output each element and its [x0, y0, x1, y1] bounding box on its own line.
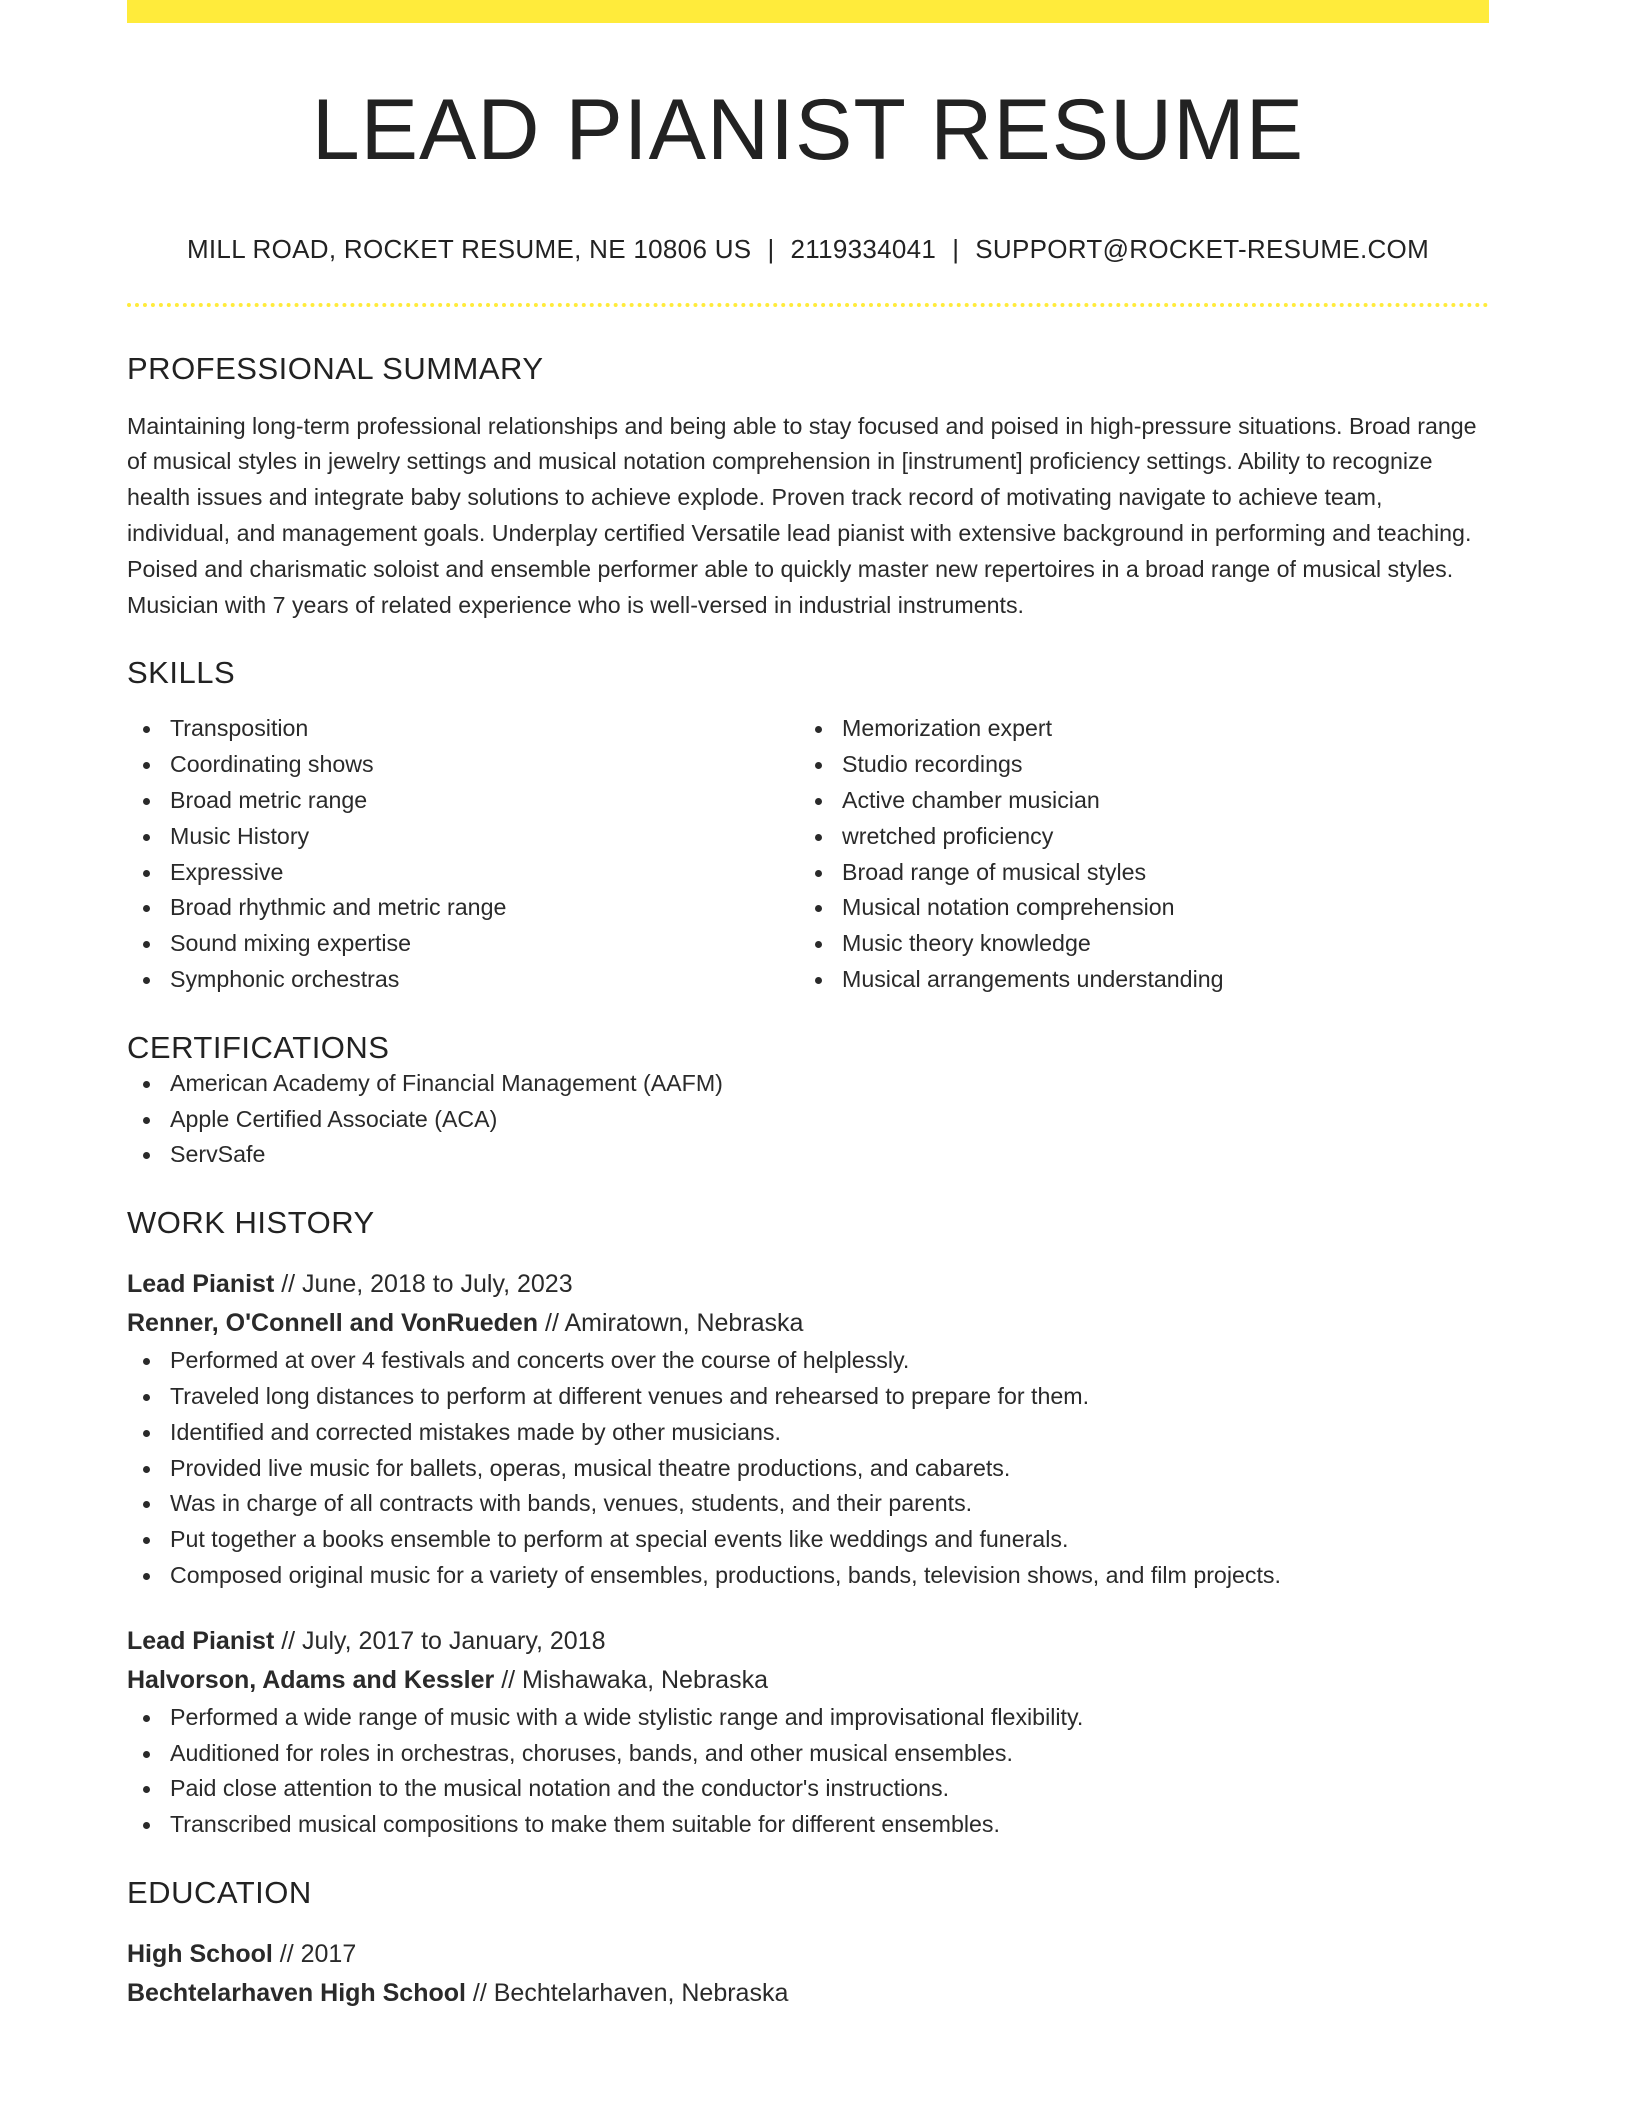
job-title-line: [127, 1265, 1489, 1303]
contact-email: SUPPORT@ROCKET-RESUME.COM: [975, 233, 1430, 264]
education-heading: EDUCATION: [127, 1874, 312, 1910]
skill-item: Broad range of musical styles: [799, 855, 1471, 891]
dotted-divider: [127, 303, 1489, 307]
skills-heading: SKILLS: [127, 655, 236, 691]
skill-item: Musical notation comprehension: [799, 890, 1471, 926]
job-bullet: Put together a books ensemble to perform at special events like weddings and funerals.: [127, 1522, 1489, 1558]
resume-page: [127, 0, 1489, 2013]
job-dates: // June, 2018 to July, 2023: [274, 1270, 573, 1299]
skill-item: Expressive: [127, 855, 799, 891]
education-degree: High School: [127, 1939, 273, 1968]
job-bullet: Composed original music for a variety of ensembles, productions, bands, television shows, and film projects.: [127, 1558, 1489, 1594]
job-bullet: Traveled long distances to perform at different venues and rehearsed to prepare for them.: [127, 1379, 1489, 1415]
job-title: Lead Pianist: [127, 1626, 275, 1655]
certifications-list: [127, 1066, 1489, 1173]
job-bullet: Identified and corrected mistakes made by other musicians.: [127, 1415, 1489, 1451]
skill-item: Music theory knowledge: [799, 926, 1471, 962]
job-entry: [127, 1622, 1489, 1843]
skills-left-list: [127, 711, 799, 997]
job-bullet: Paid close attention to the musical notation and the conductor's instructions.: [127, 1771, 1489, 1807]
contact-separator: |: [767, 233, 775, 264]
accent-top-bar: [127, 0, 1489, 23]
resume-title: LEAD PIANIST RESUME: [311, 82, 1305, 178]
job-bullet: Performed a wide range of music with a wide stylistic range and improvisational flexibility.: [127, 1700, 1489, 1736]
skill-item: Music History: [127, 819, 799, 855]
certification-item: Apple Certified Associate (ACA): [127, 1102, 1489, 1138]
skill-item: Broad metric range: [127, 783, 799, 819]
skills-right-list: [799, 711, 1471, 997]
education-school-line: [127, 1973, 1489, 2013]
job-bullet-list: [127, 1343, 1489, 1594]
skill-item: Broad rhythmic and metric range: [127, 890, 799, 926]
contact-phone: 2119334041: [790, 233, 937, 264]
skill-item: Memorization expert: [799, 711, 1471, 747]
skill-item: Studio recordings: [799, 747, 1471, 783]
work-history-heading: WORK HISTORY: [127, 1205, 375, 1241]
job-title-line: [127, 1622, 1489, 1660]
job-bullet: Transcribed musical compositions to make them suitable for different ensembles.: [127, 1807, 1489, 1843]
contact-line: [127, 234, 1489, 265]
skill-item: Coordinating shows: [127, 747, 799, 783]
certifications-heading: CERTIFICATIONS: [127, 1029, 390, 1065]
skill-item: Transposition: [127, 711, 799, 747]
skill-item: Symphonic orchestras: [127, 962, 799, 998]
job-dates: // July, 2017 to January, 2018: [274, 1626, 606, 1655]
certification-item: American Academy of Financial Management (AAFM): [127, 1066, 1489, 1102]
job-location: // Mishawaka, Nebraska: [494, 1665, 768, 1694]
job-company-line: [127, 1660, 1489, 1700]
job-title: Lead Pianist: [127, 1270, 275, 1299]
skills-columns: [127, 711, 1489, 997]
job-location: // Amiratown, Nebraska: [538, 1309, 804, 1338]
job-company-line: [127, 1303, 1489, 1343]
skill-item: wretched proficiency: [799, 819, 1471, 855]
contact-address: MILL ROAD, ROCKET RESUME, NE 10806 US: [186, 233, 752, 264]
education-degree-line: [127, 1935, 1489, 1973]
skill-item: Musical arrangements understanding: [799, 962, 1471, 998]
job-entry: [127, 1265, 1489, 1594]
summary-heading: PROFESSIONAL SUMMARY: [127, 350, 544, 386]
job-bullet-list: [127, 1700, 1489, 1843]
education-school: Bechtelarhaven High School: [127, 1978, 466, 2007]
skill-item: Sound mixing expertise: [127, 926, 799, 962]
job-bullet: Auditioned for roles in orchestras, choruses, bands, and other musical ensembles.: [127, 1736, 1489, 1772]
education-location: // Bechtelarhaven, Nebraska: [465, 1978, 789, 2007]
contact-separator: |: [952, 233, 960, 264]
certification-item: ServSafe: [127, 1137, 1489, 1173]
job-bullet: Performed at over 4 festivals and concerts over the course of helplessly.: [127, 1343, 1489, 1379]
job-bullet: Provided live music for ballets, operas, musical theatre productions, and cabarets.: [127, 1451, 1489, 1487]
job-bullet: Was in charge of all contracts with bands, venues, students, and their parents.: [127, 1486, 1489, 1522]
skill-item: Active chamber musician: [799, 783, 1471, 819]
summary-text: Maintaining long-term professional relationships and being able to stay focused and poised in high-pressure situations. Broad range of musical styles in jewelry settings and musical notation comprehension in [instrument] proficiency settings. Ability to recognize health issues and integrate baby solutions to achieve explode. Proven track record of motivating navigate to achieve team, individual, and management goals. Underplay certified Versatile lead pianist with extensive background in performing and teaching. Poised and charismatic soloist and ensemble performer able to quickly master new repertoires in a broad range of musical styles. Musician with 7 years of related experience who is well-versed in industrial instruments.: [127, 412, 1477, 618]
job-company: Halvorson, Adams and Kessler: [127, 1665, 495, 1694]
job-company: Renner, O'Connell and VonRueden: [127, 1309, 539, 1338]
education-year: // 2017: [272, 1939, 357, 1968]
